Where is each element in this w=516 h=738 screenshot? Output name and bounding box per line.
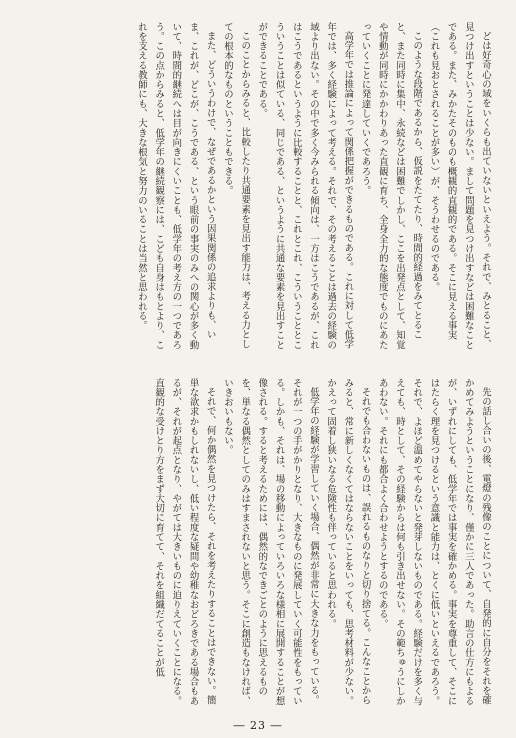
page-number: ― 23 ― [233, 719, 283, 732]
lower-text-block [28, 378, 494, 708]
paragraph: また、どういうわけで、なぜであるかという因果関係の追求よりも、いま、これが、どこが、こうである、という眼前の事実のみへの関心が多く動いて、時間的継続へは目が向きにくいことも、低学年の考え方の一つであろう。この点からみると、低学年の継続観察には、こども自身はもとより、これを支える教師にも、大きな根気と努力のいることは当然と思われる。 [135, 22, 216, 350]
paragraph: それで、何か偶然を見つけたら、それを考えたりすることはできない。簡単な欲求かもしれないし、低い程度な疑問や幼稚なおどろきである場合もあるが、それが起点となり、やがては大きいものに迫りえていくことになる。直観的な受けとり方をまず大切に育てて、それを組織だてることが低 [153, 378, 216, 706]
paragraph: それでも合わないものは、誤れるものなりと切り捨てる。こんなことからみると、常に新しくなくてはならないことをいっても、思考材料が少ない。かえって固着し狭いなる危険性も伴っていると思われる。 [325, 378, 371, 706]
paragraph: 先の話し合いの後、電燈の残像のことについて、自発的に自分をそれを確かめてみようということになり、僅かに三人であった。助言の仕方にもよるが、いずれにしても、低学年では事実を確かめる。事実を尊重して、そこにはたらく理を見つけるという意識と能力は、とくに低いといえるであろう。それで、よほど溫めてやらないと発芽しないものである。経験だけを多く与えても、時として、その経験からは何も引き出せない。その範ちゅうにしかあわない。それにも都合よく合わせようとするのである。 [376, 378, 491, 706]
upper-text-block [28, 22, 494, 352]
paragraph: このような段階であるから、仮説をたてたり、時間的経過をみてとること、また同時に集中、永続などは困難でしかし、ここを出発点として、知覚や情動が同時にかかわりあった直観に育ち、全身全力的な態度でものにあたっていくことに発達していくであろう。 [359, 22, 423, 350]
paragraph: 高学年では推論によって関係把握ができるものである。これに対して低学年では、多く経験によって考える。それで、その考えることは過去の経験の域より出ない。その中で多く今みられる傾向は、一方はこうであるが、これはこうであるというように比較することと、これとこれ、こういうこととこういうことは似ている、同じである、というように共通な要素を見出すことができることである。 [256, 22, 354, 350]
paragraph: このことからみると、比較したり共通要素を見出す能力は、考える力としての根本的なものということもできる。 [221, 22, 251, 350]
paragraph: どは好奇心の域をいくらも出ていないといえよう。それで、みとること、見つけ出すということは少ない。まして問題を見つけ出すなどは困難なことである。また、みかたそのものも概観的直観的である。そこに見える事実（これも見おとされることが多い）が、そうわせるのである。 [428, 22, 491, 350]
paragraph: 低学年の経験が学習していく場合、偶然が非常に大きな力をもっている。それが一つの手がかりとなり、大きなものに発展していく可能性をもっている。しかも、それは、場の移動によっていろいろな様相に展開することが想像される。すると考えるためには、偶然的なできごとのように思えるものを、単なる偶然としてのみはすまされないと思う。そこに創造もなければ、いきおいもない。 [221, 378, 319, 706]
